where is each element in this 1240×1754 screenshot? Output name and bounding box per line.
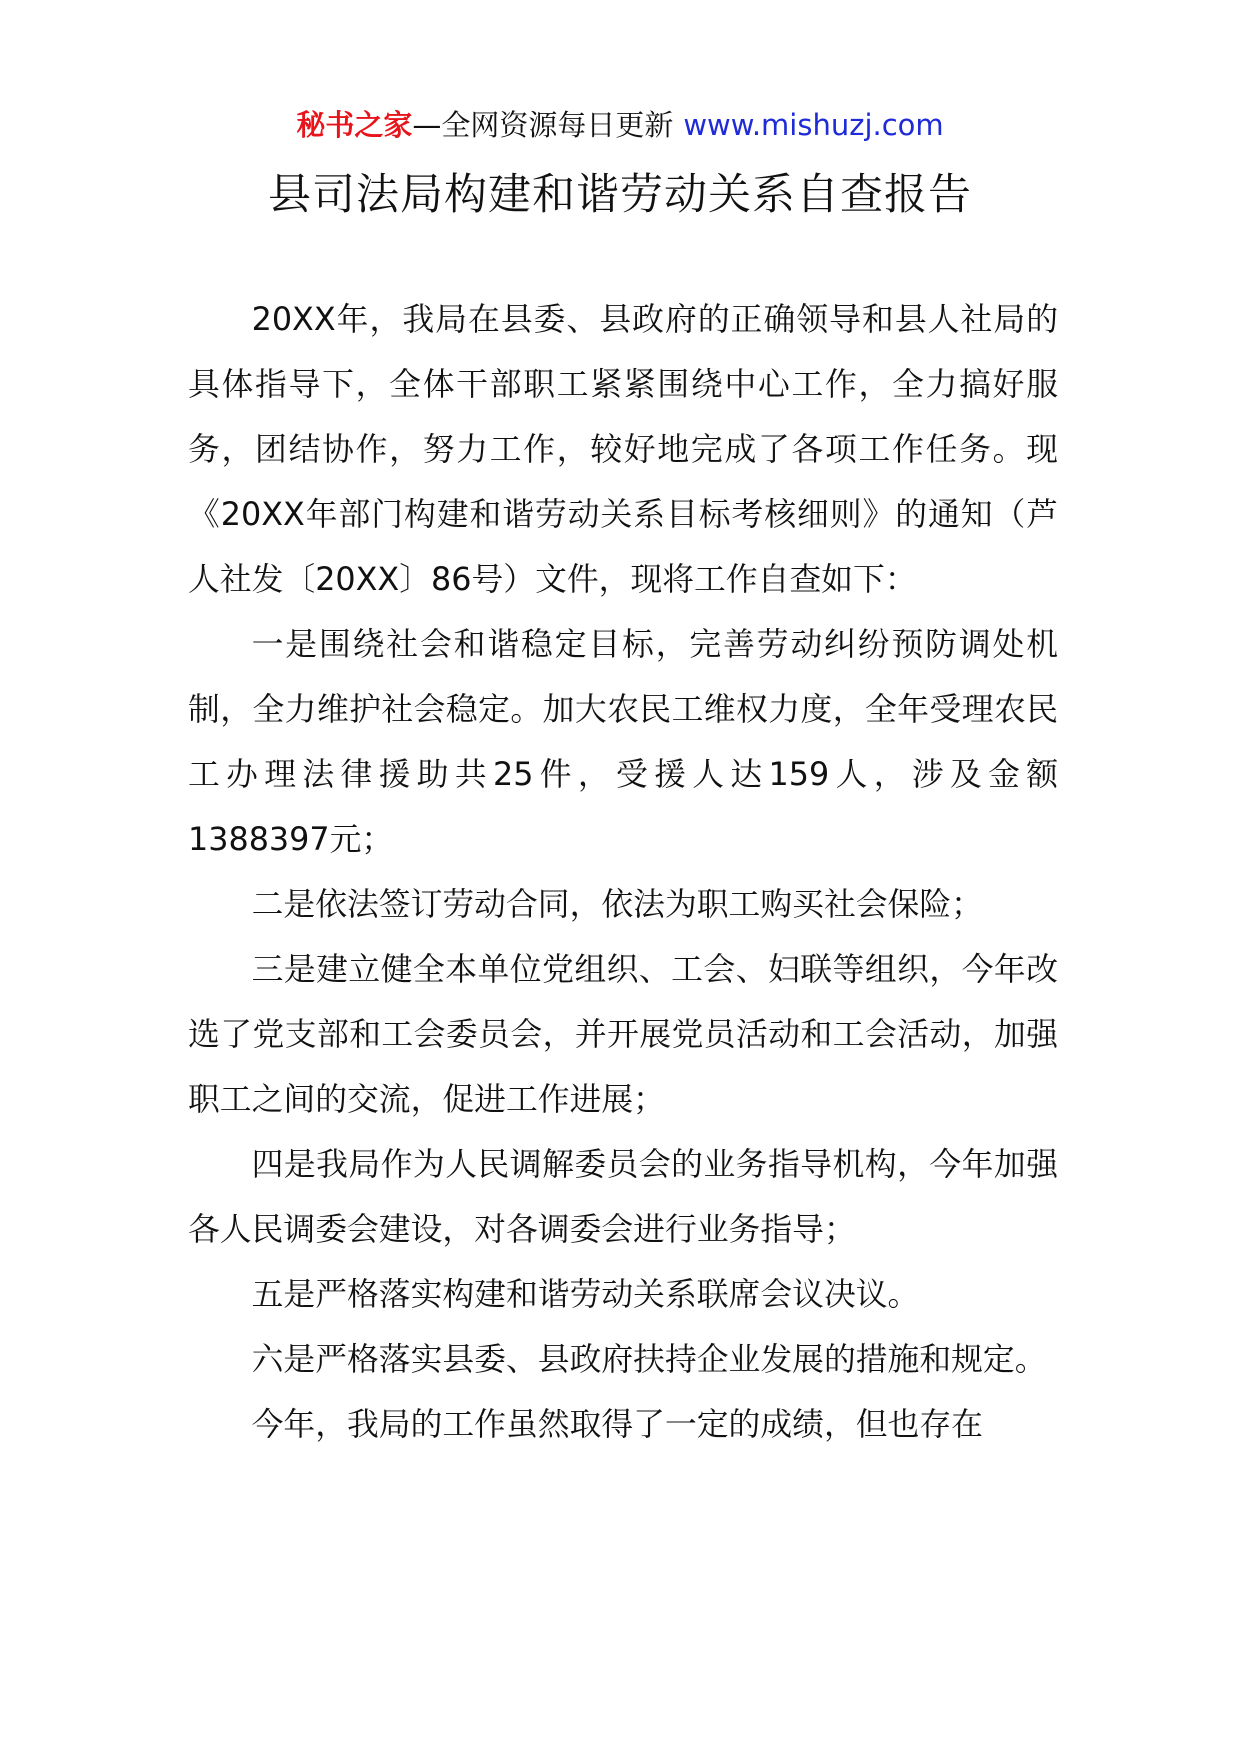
site-header [0,100,1240,150]
brand-name: 秘书之家 [296,108,413,142]
document-body [188,287,1058,1457]
paragraph-item-6: 六是严格落实县委、县政府扶持企业发展的措施和规定。 [251,1341,1047,1378]
paragraph-item-4: 四是我局作为人民调解委员会的业务指导机构，今年加强各人民调委会建设，对各调委会进行业务指导； [188,1146,1058,1248]
paragraph-item-2: 二是依法签订劳动合同，依法为职工购买社会保险； [251,886,983,923]
document-title: 县司法局构建和谐劳动关系自查报告 [268,170,972,220]
paragraph-intro: 20XX年，我局在县委、县政府的正确领导和县人社局的具体指导下，全体干部职工紧紧围绕中心工作，全力搞好服务，团结协作，努力工作，较好地完成了各项工作任务。现《20XX年部门构建和谐劳动关系目标考核细则》的通知（芦人社发〔20XX〕86号）文件，现将工作自查如下： [188,301,1058,598]
paragraph-item-3: 三是建立健全本单位党组织、工会、妇联等组织，今年改选了党支部和工会委员会，并开展党员活动和工会活动，加强职工之间的交流，促进工作进展； [188,951,1058,1118]
paragraph-item-5: 五是严格落实构建和谐劳动关系联席会议决议。 [251,1276,920,1313]
header-tagline: —全网资源每日更新 [412,108,674,142]
paragraph-conclusion: 今年，我局的工作虽然取得了一定的成绩，但也存在 [251,1406,983,1443]
paragraph-item-1: 一是围绕社会和谐稳定目标，完善劳动纠纷预防调处机制，全力维护社会稳定。加大农民工维权力度，全年受理农民工办理法律援助共25件，受援人达159人，涉及金额1388397元； [188,626,1058,858]
site-url-link[interactable]: www.mishuzj.com [683,108,944,142]
